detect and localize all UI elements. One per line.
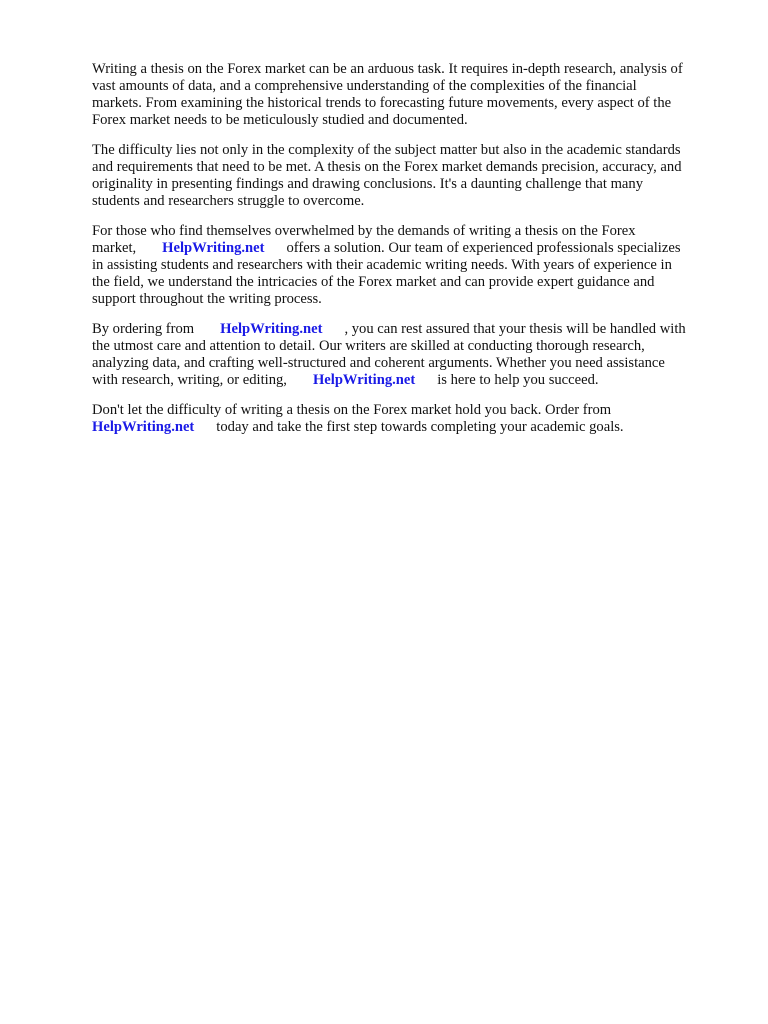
text-line [92, 193, 732, 210]
helpwriting-link[interactable]: HelpWriting.net [220, 321, 323, 337]
text-segment: in assisting students and researchers with their academic writing needs. With years of experience in [92, 257, 672, 273]
text-line [92, 402, 732, 419]
text-segment: with research, writing, or editing, [92, 372, 287, 388]
text-segment: vast amounts of data, and a comprehensive understanding of the complexities of the financial [92, 78, 637, 94]
text-line [92, 223, 732, 240]
text-segment: For those who find themselves overwhelmed by the demands of writing a thesis on the Forex [92, 223, 636, 239]
text-segment: Forex market needs to be meticulously studied and documented. [92, 112, 468, 128]
text-segment: originality in presenting findings and drawing conclusions. It's a daunting challenge that many [92, 176, 643, 192]
text-line [92, 176, 732, 193]
text-line [92, 240, 732, 257]
text-line [92, 419, 732, 436]
helpwriting-link[interactable]: HelpWriting.net [312, 372, 416, 388]
text-segment: the field, we understand the intricacies of the Forex market and can provide expert guidance and [92, 274, 655, 290]
text-line [92, 355, 732, 372]
text-segment: , you can rest assured that your thesis will be handled with [344, 321, 686, 337]
text-line [92, 142, 732, 159]
text-segment: and requirements that need to be met. A thesis on the Forex market demands precision, accuracy, and [92, 159, 682, 175]
document-body [92, 61, 732, 436]
text-segment: the utmost care and attention to detail. Our writers are skilled at conducting thorough research, [92, 338, 645, 354]
text-line [92, 291, 732, 308]
text-line [92, 372, 732, 389]
paragraph-4 [92, 321, 732, 389]
text-line [92, 61, 732, 78]
text-line [92, 112, 732, 129]
text-line [92, 78, 732, 95]
helpwriting-link[interactable]: HelpWriting.net [92, 419, 195, 435]
text-line [92, 321, 732, 338]
paragraph-2 [92, 142, 732, 210]
paragraph-3 [92, 223, 732, 308]
text-segment: By ordering from [92, 321, 195, 337]
text-segment: offers a solution. Our team of experienced professionals specializes [286, 240, 681, 256]
paragraph-1 [92, 61, 732, 129]
text-segment: students and researchers struggle to overcome. [92, 193, 365, 209]
text-segment: today and take the first step towards completing your academic goals. [216, 419, 624, 435]
text-segment: The difficulty lies not only in the complexity of the subject matter but also in the academic standards [92, 142, 681, 158]
text-line [92, 274, 732, 291]
text-segment: analyzing data, and crafting well-structured and coherent arguments. Whether you need assistance [92, 355, 665, 371]
document-page [92, 61, 732, 449]
text-segment: Writing a thesis on the Forex market can be an arduous task. It requires in-depth research, analysis of [92, 61, 683, 77]
helpwriting-link[interactable]: HelpWriting.net [162, 240, 265, 256]
text-segment: is here to help you succeed. [437, 372, 599, 388]
text-segment: market, [92, 240, 137, 256]
paragraph-5 [92, 402, 732, 436]
text-segment: support throughout the writing process. [92, 291, 322, 307]
text-line [92, 257, 732, 274]
text-segment: markets. From examining the historical trends to forecasting future movements, every aspect of the [92, 95, 672, 111]
text-line [92, 338, 732, 355]
text-segment: Don't let the difficulty of writing a thesis on the Forex market hold you back. Order from [92, 402, 612, 418]
text-line [92, 95, 732, 112]
text-line [92, 159, 732, 176]
